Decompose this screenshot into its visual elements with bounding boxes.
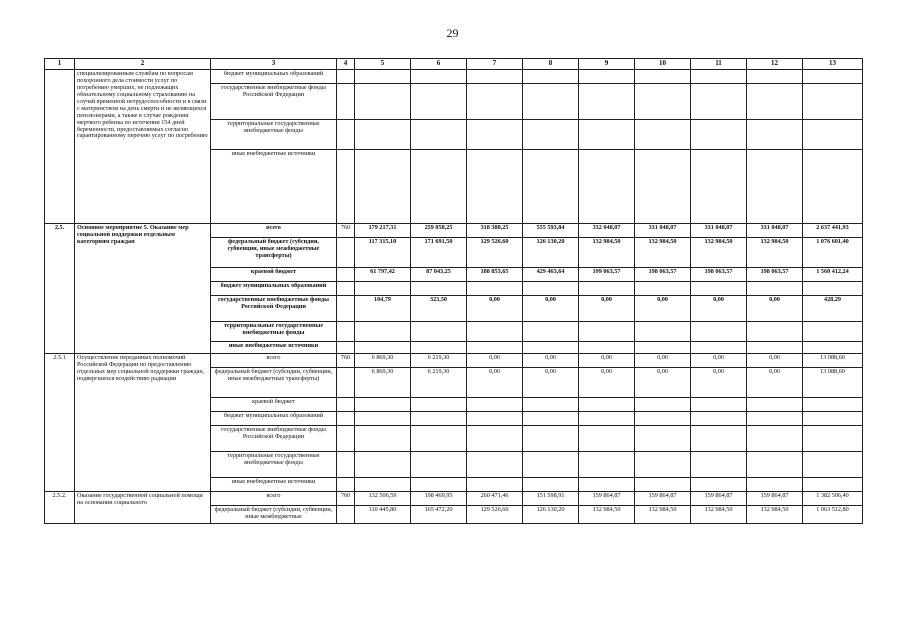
value-cell: 126 130,20 <box>523 506 579 524</box>
budget-code <box>337 412 355 426</box>
value-cell <box>803 478 863 492</box>
table-row <box>45 224 863 238</box>
value-cell <box>803 412 863 426</box>
value-cell <box>803 120 863 150</box>
value-cell: 198 063,57 <box>635 268 691 282</box>
budget-code <box>337 478 355 492</box>
value-cell <box>635 452 691 478</box>
value-cell: 199 063,57 <box>579 268 635 282</box>
value-cell <box>467 70 523 84</box>
funding-source: всего <box>211 354 337 368</box>
value-cell: 0,00 <box>467 368 523 398</box>
value-cell <box>803 342 863 354</box>
funding-source: бюджет муниципальных образований <box>211 282 337 296</box>
value-cell: 0,00 <box>467 354 523 368</box>
value-cell <box>523 322 579 342</box>
value-cell <box>803 282 863 296</box>
value-cell <box>691 452 747 478</box>
value-cell <box>579 412 635 426</box>
column-header: 2 <box>75 59 211 70</box>
column-header: 6 <box>411 59 467 70</box>
value-cell: 6 869,30 <box>355 368 411 398</box>
value-cell <box>579 150 635 224</box>
funding-source: иные внебюджетные источники <box>211 150 337 224</box>
value-cell <box>579 398 635 412</box>
value-cell <box>411 282 467 296</box>
value-cell: 0,00 <box>747 368 803 398</box>
value-cell <box>411 120 467 150</box>
value-cell <box>803 150 863 224</box>
funding-source: территориальные государственные внебюджетные фонды <box>211 322 337 342</box>
value-cell: 13 088,60 <box>803 368 863 398</box>
value-cell: 1 560 412,24 <box>803 268 863 282</box>
value-cell: 1 063 512,80 <box>803 506 863 524</box>
budget-code <box>337 296 355 322</box>
table-row <box>45 492 863 506</box>
value-cell <box>579 342 635 354</box>
value-cell <box>803 452 863 478</box>
value-cell <box>355 120 411 150</box>
budget-code: 760 <box>337 224 355 238</box>
value-cell <box>691 342 747 354</box>
value-cell <box>747 398 803 412</box>
value-cell <box>411 412 467 426</box>
value-cell <box>579 322 635 342</box>
value-cell: 0,00 <box>691 368 747 398</box>
table-row <box>45 354 863 368</box>
value-cell: 87 043,25 <box>411 268 467 282</box>
value-cell <box>523 84 579 120</box>
value-cell: 61 797,42 <box>355 268 411 282</box>
item-number <box>45 70 75 224</box>
value-cell <box>635 342 691 354</box>
value-cell <box>355 426 411 452</box>
value-cell <box>635 398 691 412</box>
value-cell: 0,00 <box>635 354 691 368</box>
value-cell: 6 869,30 <box>355 354 411 368</box>
value-cell: 0,00 <box>691 354 747 368</box>
value-cell <box>635 120 691 150</box>
funding-source: федеральный бюджет (субсидии, субвенции, иные межбюджетные трансферты) <box>211 368 337 398</box>
funding-source: иные внебюджетные источники <box>211 478 337 492</box>
budget-code: 760 <box>337 354 355 368</box>
funding-source: государственные внебюджетные фонды Российской Федерации <box>211 84 337 120</box>
value-cell <box>355 398 411 412</box>
item-number: 2.5.1 <box>45 354 75 492</box>
table-row <box>45 70 863 84</box>
value-cell <box>747 426 803 452</box>
column-header: 11 <box>691 59 747 70</box>
value-cell: 323,50 <box>411 296 467 322</box>
value-cell <box>355 452 411 478</box>
value-cell <box>635 150 691 224</box>
budget-code <box>337 268 355 282</box>
value-cell <box>523 150 579 224</box>
value-cell <box>411 426 467 452</box>
column-header: 8 <box>523 59 579 70</box>
item-number: 2.5. <box>45 224 75 354</box>
value-cell <box>411 70 467 84</box>
value-cell: 0,00 <box>635 368 691 398</box>
value-cell: 331 048,07 <box>635 224 691 238</box>
value-cell <box>635 426 691 452</box>
column-header: 3 <box>211 59 337 70</box>
value-cell <box>355 70 411 84</box>
value-cell <box>579 478 635 492</box>
column-header: 9 <box>579 59 635 70</box>
funding-source: государственные внебюджетные фонды Российской Федерации <box>211 296 337 322</box>
value-cell <box>467 426 523 452</box>
column-header: 12 <box>747 59 803 70</box>
item-title: специализированным службам по вопросам похоронного дела стоимости услуг по погребению умерших, не подлежащих обязательному социальному страхованию на случай временной нетрудоспособности и в связи с материнством на день смерти и не являющихся пенсионерами, а также в случае рождения мертвого ребенка по истечении 154 дней беременности, предоставляемых согласно гарантированному перечню услуг по погребению <box>75 70 211 224</box>
value-cell: 165 472,20 <box>411 506 467 524</box>
value-cell <box>747 452 803 478</box>
value-cell <box>523 412 579 426</box>
value-cell <box>635 282 691 296</box>
value-cell: 132 984,50 <box>747 506 803 524</box>
value-cell <box>803 70 863 84</box>
value-cell: 0,00 <box>467 296 523 322</box>
value-cell: 0,00 <box>635 296 691 322</box>
value-cell: 132 984,50 <box>691 238 747 268</box>
column-header: 13 <box>803 59 863 70</box>
value-cell: 198 063,57 <box>691 268 747 282</box>
funding-source: федеральный бюджет (субсидии, субвенции, иные межбюджетные трансферты) <box>211 238 337 268</box>
value-cell <box>747 150 803 224</box>
value-cell: 110 445,80 <box>355 506 411 524</box>
item-title: Основное мероприятие 5. Оказание мер социальной поддержки отдельным категориям граждан <box>75 224 211 354</box>
budget-code <box>337 150 355 224</box>
value-cell: 132 984,50 <box>691 506 747 524</box>
value-cell <box>579 120 635 150</box>
budget-code <box>337 506 355 524</box>
budget-code <box>337 322 355 342</box>
value-cell <box>635 478 691 492</box>
value-cell: 0,00 <box>579 354 635 368</box>
value-cell <box>467 478 523 492</box>
value-cell <box>467 322 523 342</box>
value-cell: 132 984,50 <box>747 238 803 268</box>
value-cell: 129 526,60 <box>467 238 523 268</box>
value-cell: 331 048,07 <box>691 224 747 238</box>
value-cell: 179 217,31 <box>355 224 411 238</box>
item-number: 2.5.2. <box>45 492 75 524</box>
value-cell: 159 864,87 <box>691 492 747 506</box>
value-cell <box>747 120 803 150</box>
value-cell: 0,00 <box>523 354 579 368</box>
budget-code: 760 <box>337 492 355 506</box>
value-cell <box>411 452 467 478</box>
value-cell: 188 853,65 <box>467 268 523 282</box>
value-cell: 259 058,25 <box>411 224 467 238</box>
value-cell <box>467 452 523 478</box>
value-cell <box>411 478 467 492</box>
value-cell: 0,00 <box>747 354 803 368</box>
value-cell <box>803 322 863 342</box>
value-cell: 198 469,95 <box>411 492 467 506</box>
value-cell <box>523 426 579 452</box>
value-cell <box>355 150 411 224</box>
budget-code <box>337 368 355 398</box>
header-row <box>45 59 863 70</box>
value-cell: 6 219,30 <box>411 368 467 398</box>
value-cell <box>523 398 579 412</box>
value-cell: 159 864,87 <box>635 492 691 506</box>
value-cell: 260 471,46 <box>467 492 523 506</box>
column-header: 7 <box>467 59 523 70</box>
value-cell: 0,00 <box>579 296 635 322</box>
value-cell: 132 984,50 <box>635 238 691 268</box>
value-cell <box>691 322 747 342</box>
value-cell: 132 984,50 <box>579 506 635 524</box>
value-cell <box>691 282 747 296</box>
column-header: 5 <box>355 59 411 70</box>
value-cell <box>467 412 523 426</box>
funding-source: бюджет муниципальных образований <box>211 412 337 426</box>
value-cell <box>579 282 635 296</box>
value-cell: 332 048,07 <box>579 224 635 238</box>
value-cell <box>747 342 803 354</box>
funding-source: государственные внебюджетные фонды Российской Федерации <box>211 426 337 452</box>
value-cell <box>691 150 747 224</box>
value-cell <box>747 70 803 84</box>
value-cell: 13 088,60 <box>803 354 863 368</box>
value-cell: 0,00 <box>523 296 579 322</box>
funding-source: иные внебюджетные источники <box>211 342 337 354</box>
value-cell: 555 593,84 <box>523 224 579 238</box>
funding-source: бюджет муниципальных образований <box>211 70 337 84</box>
value-cell <box>411 150 467 224</box>
value-cell <box>803 398 863 412</box>
value-cell: 132 506,59 <box>355 492 411 506</box>
value-cell: 132 984,50 <box>635 506 691 524</box>
value-cell <box>635 70 691 84</box>
value-cell: 198 063,57 <box>747 268 803 282</box>
value-cell: 1 076 601,40 <box>803 238 863 268</box>
funding-source: всего <box>211 492 337 506</box>
value-cell: 159 864,87 <box>579 492 635 506</box>
value-cell <box>355 84 411 120</box>
value-cell <box>411 322 467 342</box>
value-cell <box>747 412 803 426</box>
value-cell <box>747 322 803 342</box>
value-cell: 429 463,64 <box>523 268 579 282</box>
value-cell: 0,00 <box>691 296 747 322</box>
value-cell <box>579 84 635 120</box>
value-cell <box>691 70 747 84</box>
value-cell: 151 598,91 <box>523 492 579 506</box>
value-cell: 104,79 <box>355 296 411 322</box>
value-cell <box>523 452 579 478</box>
value-cell <box>355 322 411 342</box>
value-cell <box>691 412 747 426</box>
value-cell <box>467 398 523 412</box>
value-cell <box>635 412 691 426</box>
value-cell <box>747 84 803 120</box>
budget-code <box>337 452 355 478</box>
value-cell <box>579 452 635 478</box>
budget-code <box>337 84 355 120</box>
value-cell: 331 048,07 <box>747 224 803 238</box>
value-cell <box>467 120 523 150</box>
funding-source: территориальные государственные внебюджетные фонды <box>211 452 337 478</box>
funding-source: территориальные государственные внебюджетные фонды <box>211 120 337 150</box>
value-cell: 126 130,20 <box>523 238 579 268</box>
page-number: 29 <box>446 26 459 40</box>
value-cell <box>523 282 579 296</box>
value-cell <box>747 478 803 492</box>
value-cell: 171 691,50 <box>411 238 467 268</box>
funding-source: краевой бюджет <box>211 398 337 412</box>
value-cell <box>467 342 523 354</box>
value-cell <box>803 426 863 452</box>
value-cell <box>411 342 467 354</box>
value-cell: 1 382 506,40 <box>803 492 863 506</box>
budget-code <box>337 342 355 354</box>
value-cell: 0,00 <box>579 368 635 398</box>
value-cell <box>635 84 691 120</box>
funding-source: всего <box>211 224 337 238</box>
budget-table <box>44 58 863 524</box>
value-cell <box>691 426 747 452</box>
value-cell <box>523 478 579 492</box>
value-cell <box>355 478 411 492</box>
value-cell: 6 219,30 <box>411 354 467 368</box>
value-cell <box>523 120 579 150</box>
value-cell <box>523 342 579 354</box>
budget-code <box>337 238 355 268</box>
value-cell <box>355 412 411 426</box>
value-cell: 117 315,10 <box>355 238 411 268</box>
item-title: Осуществление переданных полномочий Российской Федерации по предоставлению отдельных мер социальной поддержки граждан, подвергшихся воздействию радиации <box>75 354 211 492</box>
value-cell <box>691 120 747 150</box>
value-cell <box>411 84 467 120</box>
value-cell <box>467 282 523 296</box>
value-cell <box>411 398 467 412</box>
funding-source: краевой бюджет <box>211 268 337 282</box>
value-cell <box>355 342 411 354</box>
value-cell <box>691 478 747 492</box>
budget-code <box>337 426 355 452</box>
budget-code <box>337 282 355 296</box>
value-cell <box>691 84 747 120</box>
budget-code <box>337 120 355 150</box>
value-cell: 0,00 <box>523 368 579 398</box>
value-cell <box>579 70 635 84</box>
value-cell <box>579 426 635 452</box>
value-cell <box>635 322 691 342</box>
column-header: 10 <box>635 59 691 70</box>
value-cell <box>747 282 803 296</box>
budget-code <box>337 398 355 412</box>
value-cell: 132 984,50 <box>579 238 635 268</box>
value-cell <box>355 282 411 296</box>
value-cell <box>803 84 863 120</box>
value-cell <box>467 150 523 224</box>
value-cell: 0,00 <box>747 296 803 322</box>
budget-code <box>337 70 355 84</box>
value-cell: 159 864,87 <box>747 492 803 506</box>
value-cell <box>467 84 523 120</box>
funding-source: федеральный бюджет (субсидии, субвенции, иные межбюджетные <box>211 506 337 524</box>
value-cell <box>691 398 747 412</box>
value-cell: 2 637 441,93 <box>803 224 863 238</box>
item-title: Оказание государственной социальной помощи на основании социального <box>75 492 211 524</box>
value-cell <box>523 70 579 84</box>
value-cell: 129 526,60 <box>467 506 523 524</box>
column-header: 1 <box>45 59 75 70</box>
value-cell: 318 380,25 <box>467 224 523 238</box>
column-header: 4 <box>337 59 355 70</box>
value-cell: 428,29 <box>803 296 863 322</box>
